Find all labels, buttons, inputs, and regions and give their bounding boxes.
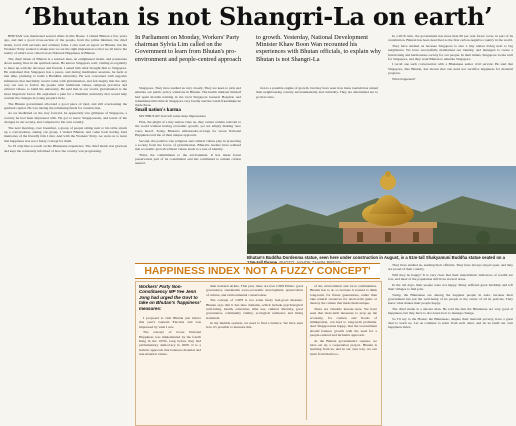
paragraph: their national airline. This year, there are four GNH Pillars: good governance, sustainable socio-economic development, preservation of culture, and environmental conservation. [206, 284, 303, 297]
paragraph: In my humble opinion, we need to find a balance. We have seen how it's possible to measure this. [206, 321, 303, 330]
article-column-4-top [388, 34, 513, 164]
headline: ‘Bhutan is not Shangri-La on earth’ [23, 2, 493, 31]
paragraph: The chief monk is a sincere man. He told me that the Bhutanese are very good at happiness, but they have to also learn how to manage change. [388, 306, 513, 316]
paragraph: Second, the positive role religious and cultural values play in protecting a society from the forces of globalisation. Bhutan's leaders have realised that economic growth without values leads to a loss of identity. [135, 138, 241, 152]
paragraph: In the old days, their people were not happy. Many suffered great hardship and left their villages to find jobs. [388, 282, 513, 292]
article-column-2 [135, 86, 241, 262]
paragraph: Today, the Bhutanese are among the happiest people in Asia, because their government has put the well-being of its people at the centre of all its policies. They know what makes their people happy. [388, 292, 513, 306]
paragraph: They have studied us because Singapore is also a tiny nation living next to big neighbours. We have successfully maintained our identity, and managed to create a functioning and harmonious society for our people. In their minds, Singapore works well for Singapore, and they want Bhutan to emulate Singapore. [388, 43, 513, 61]
buddha-statue-photo [247, 166, 516, 254]
paragraph: There are valuable lessons here. We have seen that short-term measures to prop up the economy, for casinos and floods of immigration, can lead to long-term problems. And Singaporeans happy, that the Government should balance growth with the need for a people-centred and inclusive approach. [310, 306, 377, 337]
paragraph: MY BHUTAN visit left some deep impressions. [139, 114, 207, 119]
paragraph: As we meditated on the way forward, he apparently saw glimpses of Singapore, a country he had been impressed with. He got to know Singaporeans, and learnt of the changes in our society, and compared to his own country. [4, 111, 127, 125]
paragraph: I proposed to visit Bhutan just before this year's General Election and was impressed by what I saw. [139, 316, 201, 329]
standfirst-right: to growth. Yesterday, National Development Minister Khaw Boon Wan recounted his experiences with Bhutan officials, to explain why Bhutan is not Shangri-La [256, 34, 381, 63]
qa-divider [306, 286, 307, 420]
paragraph: The chief monk of Bhutan is a learned man, an enlightened monk, and passionate about seeing lives in the spiritual sense. He knows Singapore well, visiting us regularly to meet up with his devotees and friends. I asked him what brought him to Singapore. He explained that Singapore has a peace, and during meditation sessions, he feels at that time, planning to build a Buddhist university. He was concerned with negative influences that inevitably would come with globalisation, and felt deeply that the only way out was to follow his people with traditional values, religious practices and cultural values, to build his university. He said that in our world, globalisation is the most important factor. He explained a plan for a Buddhist university that would help counter the changes in young people's lives. [4, 56, 127, 100]
article-column-3 [256, 86, 378, 164]
paragraph: So I'll say to the House: the Bhutanese, despite their material poverty, have a great deal to teach us. Let us continue to learn from each other, and let us build our own happiness index. [388, 316, 513, 330]
paragraph: The next morning, over breakfast, a group of people sitting next to his table struck up a conversation, asking our group. I visited Bhutan, and came back having fond memories of the friendly folk I met. And with the Workers' Party, we went on to learn that happiness was not a fuzzy concept for them. [4, 125, 127, 143]
paragraph: of the environment and local communities. Bhutan has to do so because it wanted to think long-term, for future generations, rather than take natural resources for short-term gains or destroy the culture that made them unique. [310, 284, 377, 306]
section-banner: HAPPINESS INDEX 'NOT A FUZZY CONCEPT' [135, 263, 380, 279]
article-column-1 [4, 34, 127, 424]
qa-answer-col-1 [139, 316, 201, 422]
paragraph: BHUTAN was mentioned several times in this House. I visited Bhutan a few years ago, and met a good cross-section of the people, from the prime minister, the chief monk, local civil servants and ordinary folks. I also read an report on Bhutan, but the Workers' Party wanted to make sure we set the right impression so that we all know the reality of what's now called Gross National Happiness in Bhutan. [4, 34, 127, 56]
qa-question: Workers' Party Non-Constituency MP Yee Jenn Jong had urged the Govt to take on Bhutan's 'happiness' measures: [139, 284, 201, 311]
paragraph: What happened? [392, 76, 416, 81]
caption-text: Bhutan's Buddha Dordenma statue, seen here under construction in August, is a 51m-tall Shakyamuni Buddha statue seated on a [247, 255, 505, 260]
subheading: Small nation's karma [135, 107, 181, 113]
paragraph: Will they be happy? It is very clear that their materialistic indicators of wealth are low, and most of the population still lives in rural areas. [388, 272, 513, 282]
paragraph: At the Bhutan government's request, we have set up a cooperation project. Bhutan is learning from us, and in our own way, we can learn from them too. [310, 338, 377, 356]
paragraph: They have studied us, sending their officials. They have always stayed open, and they are proud of their country. [388, 263, 513, 272]
paragraph: Third, the commitment to the environment. It has made forest preservation part of its constitution and has committed to remain carbon neutral. [135, 152, 241, 166]
qa-answer-col-2 [206, 284, 303, 422]
standfirst-left: In Parliament on Monday, Workers' Party chairman Sylvia Lim called on the Government to learn from Bhutan's pro-environment and people-centred approach [135, 34, 242, 63]
paragraph: The Bhutan government allocated a good piece of land, and still overlooking the spiritual capital. He was raising the remaining funds for construction. [4, 101, 127, 110]
article-column-5 [388, 263, 513, 423]
paragraph: In a 2016 ratio, the government has more than 60 per cent forest cover, in part of its constitution. Bhutan has been described as the first carbon-negative country in the world. [388, 34, 513, 43]
paragraph: So I'd only like to touch on the Bhutanese experience. The chief monk was gracious and kept me constantly informed of how the country was progressing. [4, 144, 127, 153]
paragraph: tion is a possible engine of growth, but they have seen how mass tourism has ruined their neighbouring country environmentally and culturally. They are determined not to go that route. [256, 86, 378, 99]
paragraph: I recall one such conversation with a Bhutanese senior civil servant. He said that Singapore, like Bhutan, has shown that one need not sacrifice happiness for material progress. [388, 62, 513, 76]
qa-answer-col-3 [310, 284, 377, 422]
paragraph: Singapore. They have studied us very closely. They are keen to pick and emulate our public policy solutions in Bhutan. The health minister himself had spent months training in the local Singapore General Hospital, and remembered his time in Singapore very fondly and the warm friendships he made there. [135, 86, 241, 108]
paragraph: The concept of Gross National Happiness was implemented by the fourth King in the 1970s, long before they had parliamentary democracy in 2008. It is a holistic approach that balances material and non-material values. [139, 330, 201, 356]
paragraph: First, the plight of a tiny nation. Like us, they cannot remain relevant to the world without having economic growth, yet are simply making 'sure voice heard'. Today, Bhutan's ambassador-at-large for Gross National Happiness told me of their unique approach. [135, 119, 241, 137]
paragraph: The concept of GNH is not some fuzzy feel-good measure. Bhutan says that it has nine domains, which include psychological well-being, health, education, time use, cultural diversity, good governance, community vitality, ecological resilience and living standards. [206, 298, 303, 320]
photo-illustration [247, 166, 516, 254]
